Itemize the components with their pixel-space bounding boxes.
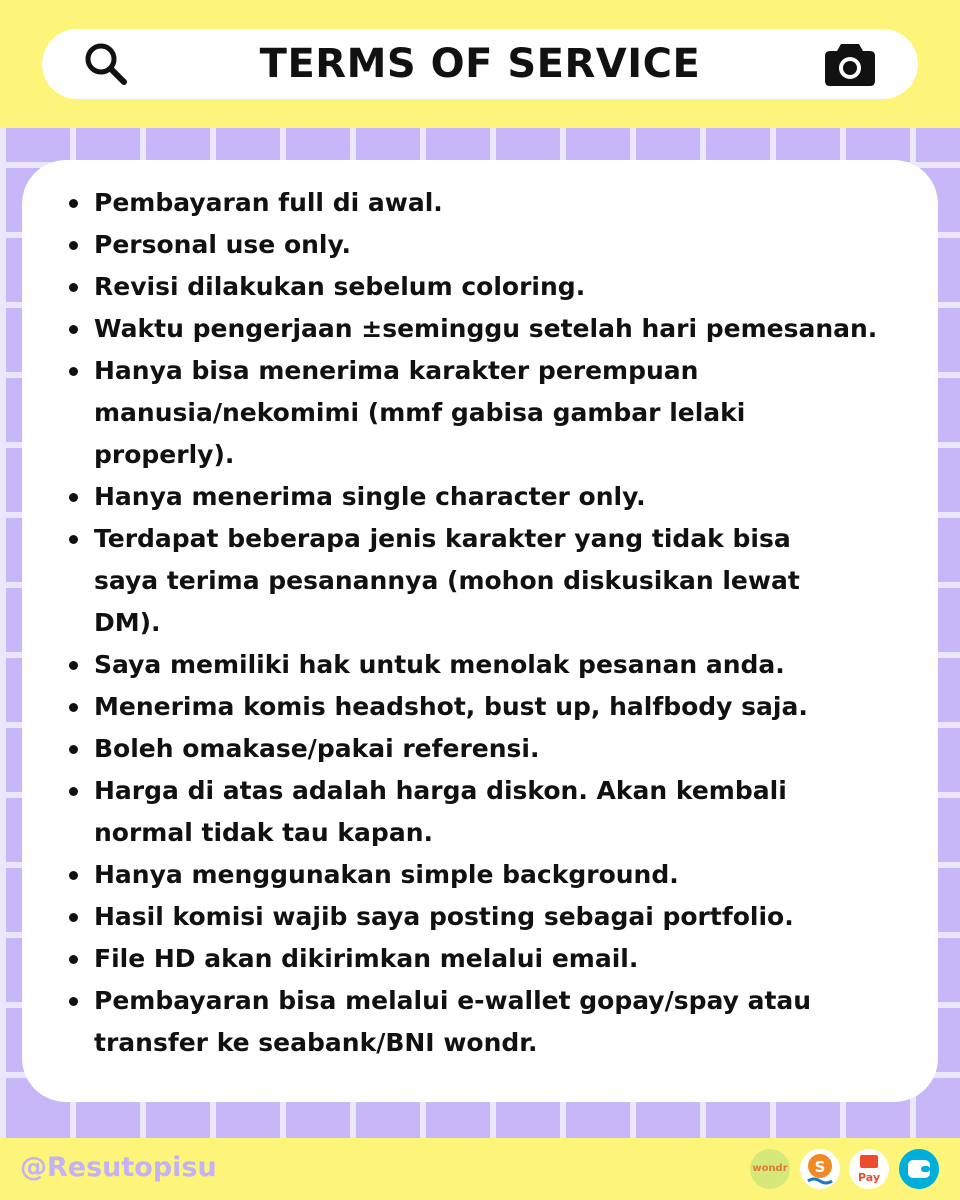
bullet-dot xyxy=(69,535,78,544)
terms-item xyxy=(22,518,912,644)
shopeepay-logo-icon xyxy=(849,1149,889,1189)
search-icon[interactable] xyxy=(82,40,130,88)
bullet-dot xyxy=(69,871,78,880)
bullet-dot xyxy=(69,913,78,922)
page-title: TERMS OF SERVICE xyxy=(259,41,701,87)
terms-item xyxy=(22,266,912,308)
shopeepay-logo-text: Pay xyxy=(857,1171,881,1184)
terms-item-line: Waktu pengerjaan ±seminggu setelah hari pemesanan. xyxy=(94,314,878,343)
terms-item-line: Hanya bisa menerima karakter perempuan xyxy=(94,356,699,385)
bullet-dot xyxy=(69,325,78,334)
camera-icon[interactable] xyxy=(824,41,876,87)
bullet-dot xyxy=(69,787,78,796)
terms-item-line: manusia/nekomimi (mmf gabisa gambar lelaki xyxy=(94,398,746,427)
wondr-logo-text: wondr xyxy=(752,1163,788,1174)
terms-item-line: Harga di atas adalah harga diskon. Akan kembali xyxy=(94,776,787,805)
terms-item-line: Hanya menggunakan simple background. xyxy=(94,860,679,889)
terms-item-line: Terdapat beberapa jenis karakter yang tidak bisa xyxy=(94,524,791,553)
terms-item-line: Personal use only. xyxy=(94,230,351,259)
terms-item-line: Saya memiliki hak untuk menolak pesanan anda. xyxy=(94,650,785,679)
bullet-dot xyxy=(69,367,78,376)
terms-list xyxy=(22,182,912,1064)
terms-item xyxy=(22,308,912,350)
bullet-dot xyxy=(69,661,78,670)
terms-item-line: Boleh omakase/pakai referensi. xyxy=(94,734,540,763)
terms-item xyxy=(22,770,912,854)
terms-item xyxy=(22,476,912,518)
terms-item xyxy=(22,896,912,938)
terms-item xyxy=(22,854,912,896)
terms-item xyxy=(22,686,912,728)
bullet-dot xyxy=(69,283,78,292)
gopay-wallet-icon xyxy=(899,1149,939,1189)
bullet-dot xyxy=(69,703,78,712)
terms-item-line: Hanya menerima single character only. xyxy=(94,482,646,511)
bullet-dot xyxy=(69,199,78,208)
terms-item-line: Revisi dilakukan sebelum coloring. xyxy=(94,272,586,301)
bullet-dot xyxy=(69,745,78,754)
terms-item xyxy=(22,728,912,770)
terms-item-line: Hasil komisi wajib saya posting sebagai portfolio. xyxy=(94,902,794,931)
terms-item-line: saya terima pesanannya (mohon diskusikan lewat xyxy=(94,566,800,595)
bullet-dot xyxy=(69,997,78,1006)
terms-item-line: File HD akan dikirimkan melalui email. xyxy=(94,944,639,973)
bullet-dot xyxy=(69,955,78,964)
seabank-logo-icon xyxy=(800,1149,840,1189)
wondr-logo-icon xyxy=(750,1149,790,1189)
creator-handle: @Resutopisu xyxy=(20,1152,217,1183)
terms-item xyxy=(22,182,912,224)
seabank-logo-text: S xyxy=(814,1158,826,1176)
terms-item-line: DM). xyxy=(94,608,161,637)
terms-item xyxy=(22,938,912,980)
terms-item-line: Pembayaran full di awal. xyxy=(94,188,443,217)
terms-item xyxy=(22,224,912,266)
terms-item-line: Menerima komis headshot, bust up, halfbody saja. xyxy=(94,692,808,721)
terms-item-line: normal tidak tau kapan. xyxy=(94,818,433,847)
terms-item xyxy=(22,980,912,1064)
bullet-dot xyxy=(69,493,78,502)
terms-item-line: transfer ke seabank/BNI wondr. xyxy=(94,1028,538,1057)
terms-item xyxy=(22,644,912,686)
terms-item xyxy=(22,350,912,476)
terms-item-line: Pembayaran bisa melalui e-wallet gopay/spay atau xyxy=(94,986,812,1015)
terms-item-line: properly). xyxy=(94,440,235,469)
bullet-dot xyxy=(69,241,78,250)
